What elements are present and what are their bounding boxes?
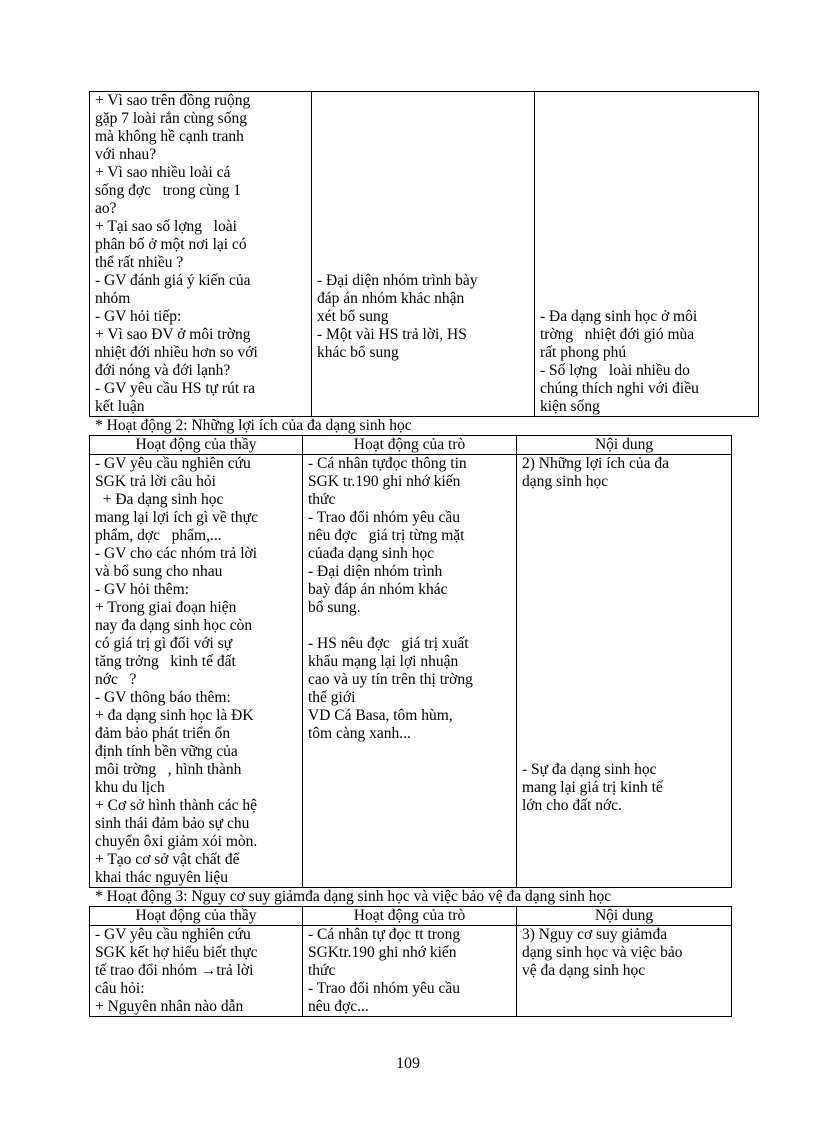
text-line: - Một vài HS trả lời, HS: [317, 326, 467, 343]
text-line: mang lại lợi ích gì về thực: [95, 509, 258, 526]
text-line: - Đại diện nhóm trình: [308, 563, 443, 580]
text-line: + Cơ sở hình thành các hệ: [95, 797, 258, 814]
content-cell: [517, 926, 732, 1017]
cell-lines: [522, 761, 727, 815]
activity-table-2: [89, 435, 732, 888]
header-content: Nội dung: [517, 436, 732, 455]
text-line: - HS nêu đợc giá trị xuất: [308, 635, 469, 652]
text-line: - Số lợng loài nhiều do: [540, 362, 690, 379]
text-line: 2) Những lợi ích của đa: [522, 455, 670, 472]
activity-2-heading: * Hoạt động 2: Những lợi ích của đa dạng sinh học: [95, 417, 412, 434]
cell-lines: [308, 455, 512, 743]
text-line: nhóm: [95, 290, 131, 307]
text-line: xét bổ sung: [317, 308, 389, 325]
text-line: - Trao đổi nhóm yêu cầu: [308, 509, 460, 526]
text-line: chúng thích nghi với điều: [540, 380, 699, 397]
text-line: khẩu mạng lại lợi nhuận: [308, 653, 459, 670]
text-line: sống đợc trong cùng 1: [95, 182, 241, 199]
text-line: + Vì sao nhiều loài cá: [95, 164, 231, 181]
student-activity-cell: [303, 926, 517, 1017]
text-line: có giá trị gì đối với sự: [95, 635, 233, 652]
cell-lines: [95, 92, 307, 416]
text-line: khác bổ sung: [317, 344, 399, 361]
text-line: gặp 7 loài rắn cùng sống: [95, 110, 247, 127]
text-line: đới nóng và đới lạnh?: [95, 362, 231, 379]
text-line: phân bố ở một nơi lại có: [95, 236, 247, 253]
text-line: - Đa dạng sinh học ở môi: [540, 308, 698, 325]
text-line: nêu đợc giá trị từng mặt: [308, 527, 465, 544]
text-line: nhiệt đới nhiều hơn so với: [95, 344, 258, 361]
text-line: với nhau?: [95, 146, 157, 163]
text-line: - Trao đổi nhóm yêu cầu: [308, 980, 460, 997]
text-line: nớc ?: [95, 671, 137, 688]
activity-table-3: [89, 906, 732, 1017]
text-line: + Nguyên nhân nào dẫn: [95, 998, 244, 1015]
text-line: mà không hề cạnh tranh: [95, 128, 244, 145]
text-line: thể rất nhiều ?: [95, 254, 184, 271]
text-line: SGK kết hợ hiểu biết thực: [95, 944, 258, 961]
text-line: - Cá nhân tự đọc tt trong: [308, 926, 461, 943]
text-line: tăng trởng kinh tế đất: [95, 653, 236, 670]
page-number: 109: [396, 1055, 420, 1072]
text-line: phẩm, dợc phẩm,...: [95, 527, 222, 544]
text-line: định tính bền vững của: [95, 743, 238, 760]
content-cell: [517, 455, 732, 888]
text-line: bổ sung.: [308, 599, 361, 616]
table-row: [90, 926, 732, 1017]
cell-lines: [522, 926, 727, 980]
text-line: SGK trả lời câu hỏi: [95, 473, 216, 490]
text-line: đáp án nhóm khác nhận: [317, 290, 465, 307]
header-student: Hoạt động của trò: [303, 436, 517, 455]
text-line: chuyển ôxi giảm xói mòn.: [95, 833, 258, 850]
text-line: - GV yêu cầu nghiên cứu: [95, 926, 251, 943]
text-line: - GV yêu cầu HS tự rút ra: [95, 380, 256, 397]
activity-3-heading: * Hoạt động 3: Nguy cơ suy giảmđa dạng sinh học và việc bảo vệ đa dạng sinh học: [95, 888, 612, 905]
text-line: sinh thái đảm bảo sự chu: [95, 815, 250, 832]
text-line: + Vì sao ĐV ở môi trờng: [95, 326, 251, 343]
table-header-row: [90, 907, 732, 926]
text-line: vệ đa dạng sinh học: [522, 962, 646, 979]
text-line: - GV hỏi thêm:: [95, 581, 189, 598]
cell-lines: [95, 926, 298, 1016]
text-line: rất phong phú: [540, 344, 627, 361]
text-line: thức: [308, 962, 336, 979]
text-line: câu hỏi:: [95, 980, 145, 997]
text-line: + Tạo cơ sở vật chất để: [95, 851, 240, 868]
text-line: + Tại sao số lợng loài: [95, 218, 237, 235]
teacher-activity-cell: [90, 92, 312, 417]
text-line: củađa dạng sinh học: [308, 545, 435, 562]
cell-lines: [308, 926, 512, 1016]
text-line: tế trao đổi nhóm →trả lời: [95, 962, 254, 979]
header-teacher: Hoạt động của thầy: [90, 907, 303, 926]
text-line: nay đa dạng sinh học còn: [95, 617, 253, 634]
text-line: SGKtr.190 ghi nhớ kiến: [308, 944, 457, 961]
text-line: + Vì sao trên đồng ruộng: [95, 92, 251, 109]
text-line: + đa dạng sinh học là ĐK: [95, 707, 254, 724]
header-student: Hoạt động của trò: [303, 907, 517, 926]
text-line: và bổ sung cho nhau: [95, 563, 223, 580]
text-line: + Trong giai đoạn hiện: [95, 599, 237, 616]
text-line: - Sự đa dạng sinh học: [522, 761, 657, 778]
text-line: tôm càng xanh...: [308, 725, 411, 742]
student-activity-cell: [312, 92, 535, 417]
table-row: [90, 455, 732, 888]
table-row: [90, 92, 759, 417]
text-line: kết luận: [95, 398, 145, 415]
text-line: - Đại diện nhóm trình bày: [317, 272, 478, 289]
text-line: - GV cho các nhóm trả lời: [95, 545, 258, 562]
text-line: - GV yêu cầu nghiên cứu: [95, 455, 251, 472]
teacher-activity-cell: [90, 926, 303, 1017]
text-line: [308, 617, 512, 635]
text-line: - GV thông báo thêm:: [95, 689, 231, 706]
cell-lines: [317, 272, 530, 362]
text-line: kiện sống: [540, 398, 600, 415]
text-line: môi trờng , hình thành: [95, 761, 242, 778]
text-line: - Cá nhân tựđọc thông tin: [308, 455, 467, 472]
activity-table-1: [89, 91, 759, 417]
text-line: - GV đánh giá ý kiến của: [95, 272, 251, 289]
text-line: thức: [308, 491, 336, 508]
text-line: nêu đợc...: [308, 998, 369, 1015]
header-teacher: Hoạt động của thầy: [90, 436, 303, 455]
student-activity-cell: [303, 455, 517, 888]
text-line: dạng sinh học: [522, 473, 609, 490]
text-line: khu du lịch: [95, 779, 165, 796]
table-header-row: [90, 436, 732, 455]
text-line: SGK tr.190 ghi nhớ kiến: [308, 473, 461, 490]
text-line: baỳ đáp án nhóm khác: [308, 581, 448, 598]
text-line: - GV hỏi tiếp:: [95, 308, 182, 325]
cell-lines: [522, 455, 727, 491]
teacher-activity-cell: [90, 455, 303, 888]
header-content: Nội dung: [517, 907, 732, 926]
text-line: trờng nhiệt đới gió mùa: [540, 326, 695, 343]
cell-lines: [95, 455, 298, 887]
text-line: thế giới: [308, 689, 356, 706]
text-line: mang lại giá trị kinh tế: [522, 779, 663, 796]
text-line: lớn cho đất nớc.: [522, 797, 622, 814]
text-line: cao và uy tín trên thị trờng: [308, 671, 473, 688]
text-line: VD Cá Basa, tôm hùm,: [308, 707, 453, 724]
text-line: đảm bảo phát triển ổn: [95, 725, 231, 742]
content-cell: [535, 92, 759, 417]
text-line: + Đa dạng sinh học: [95, 491, 224, 508]
text-line: dạng sinh học và việc bảo: [522, 944, 683, 961]
cell-lines: [540, 308, 754, 416]
text-line: khai thác nguyên liệu: [95, 869, 228, 886]
text-line: ao?: [95, 200, 117, 217]
text-line: 3) Nguy cơ suy giảmđa: [522, 926, 668, 943]
